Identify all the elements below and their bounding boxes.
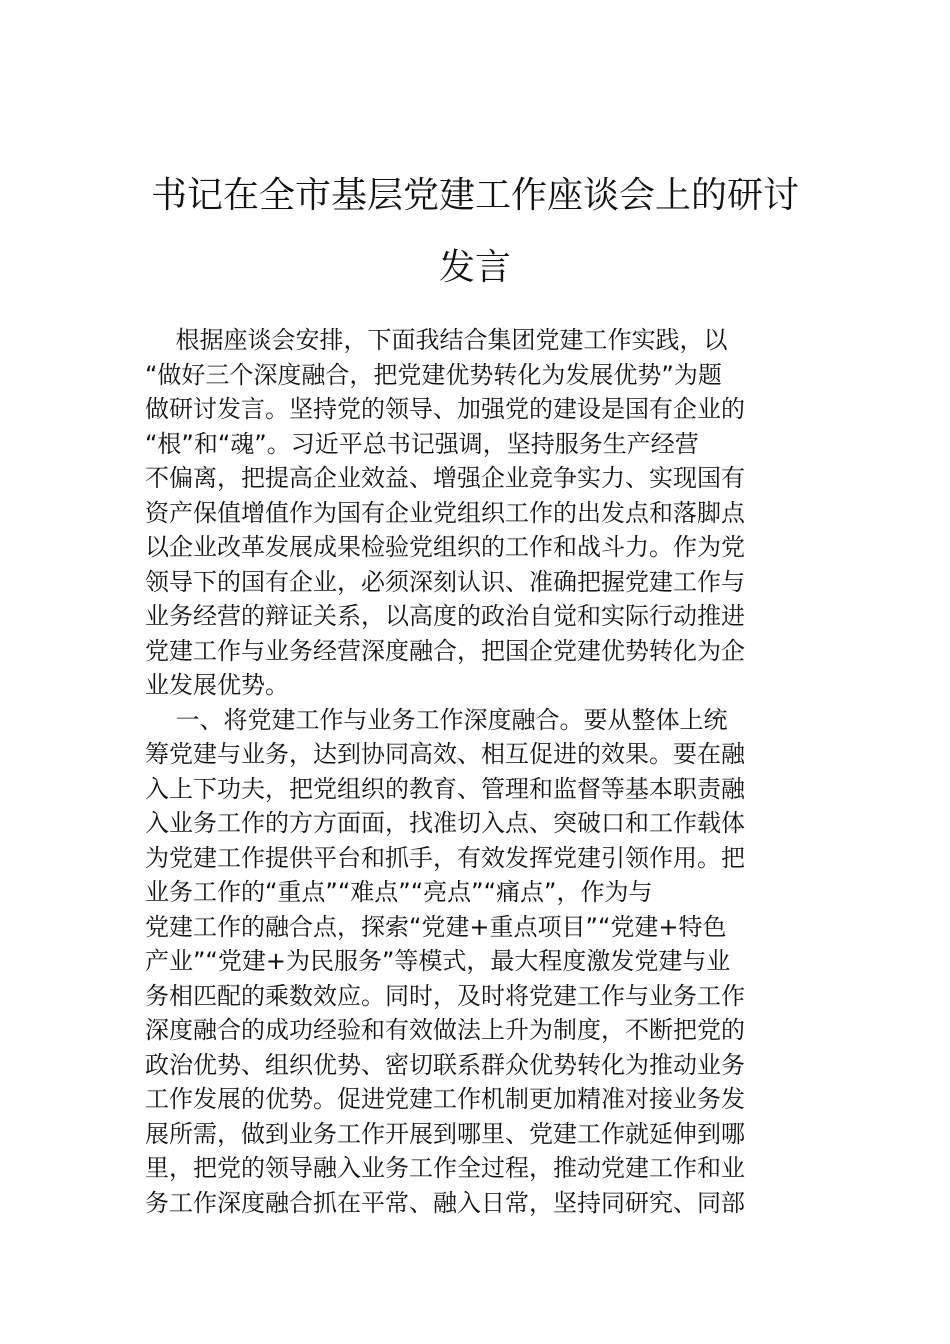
body-line: 深度融合的成功经验和有效做法上升为制度，不断把党的 [145, 1016, 745, 1044]
body-line: 党建工作的融合点，探索“党建+重点项目”“党建+特色 [145, 912, 727, 941]
body-line: 务工作深度融合抓在平常、融入日常，坚持同研究、同部 [145, 1188, 745, 1217]
body-line: 业务经营的辩证关系，以高度的政治自觉和实际行动推进 [145, 602, 745, 630]
body-line: 里，把党的领导融入业务工作全过程，推动党建工作和业 [145, 1154, 745, 1182]
body-line: 资产保值增值作为国有企业党组织工作的出发点和落脚点 [145, 498, 745, 527]
body-line: 不偏离，把提高企业效益、增强企业竞争实力、实现国有 [145, 464, 745, 492]
document-body [145, 323, 805, 1220]
body-line: 筹党建与业务，达到协同高效、相互促进的效果。要在融 [145, 740, 745, 768]
body-line: 一、将党建工作与业务工作深度融合。要从整体上统 [145, 705, 728, 734]
title-line-2: 发言 [438, 247, 511, 288]
body-line: 政治优势、组织优势、密切联系群众优势转化为推动业务 [145, 1050, 745, 1079]
body-line: 入业务工作的方方面面，找准切入点、突破口和工作载体 [145, 809, 745, 837]
body-line: 做研讨发言。坚持党的领导、加强党的建设是国有企业的 [145, 395, 745, 423]
body-line: 为党建工作提供平台和抓手，有效发挥党建引领作用。把 [145, 843, 745, 872]
body-line: 展所需，做到业务工作开展到哪里、党建工作就延伸到哪 [145, 1119, 745, 1148]
body-line: 党建工作与业务经营深度融合，把国企党建优势转化为企 [145, 636, 745, 665]
body-line: 以企业改革发展成果检验党组织的工作和战斗力。作为党 [145, 533, 745, 561]
body-line: 业发展优势。 [145, 671, 289, 699]
body-line: 产业”“党建+为民服务”等模式，最大程度激发党建与业 [145, 947, 731, 975]
body-line: 根据座谈会安排，下面我结合集团党建工作实践，以 [145, 326, 728, 354]
body-line: “根”和“魂”。习近平总书记强调，坚持服务生产经营 [145, 429, 699, 458]
body-line: 务相匹配的乘数效应。同时，及时将党建工作与业务工作 [145, 981, 745, 1010]
document-title [150, 160, 800, 304]
title-line-1: 书记在全市基层党建工作座谈会上的研讨 [150, 175, 799, 216]
body-line: 业务工作的“重点”“难点”“亮点”“痛点”，作为与 [145, 878, 653, 906]
body-line: 领导下的国有企业，必须深刻认识、准确把握党建工作与 [145, 567, 745, 596]
body-line: “做好三个深度融合，把党建优势转化为发展优势”为题 [145, 360, 722, 389]
body-line: 入上下功夫，把党组织的教育、管理和监督等基本职责融 [145, 774, 745, 803]
body-line: 工作发展的优势。促进党建工作机制更加精准对接业务发 [145, 1085, 745, 1113]
